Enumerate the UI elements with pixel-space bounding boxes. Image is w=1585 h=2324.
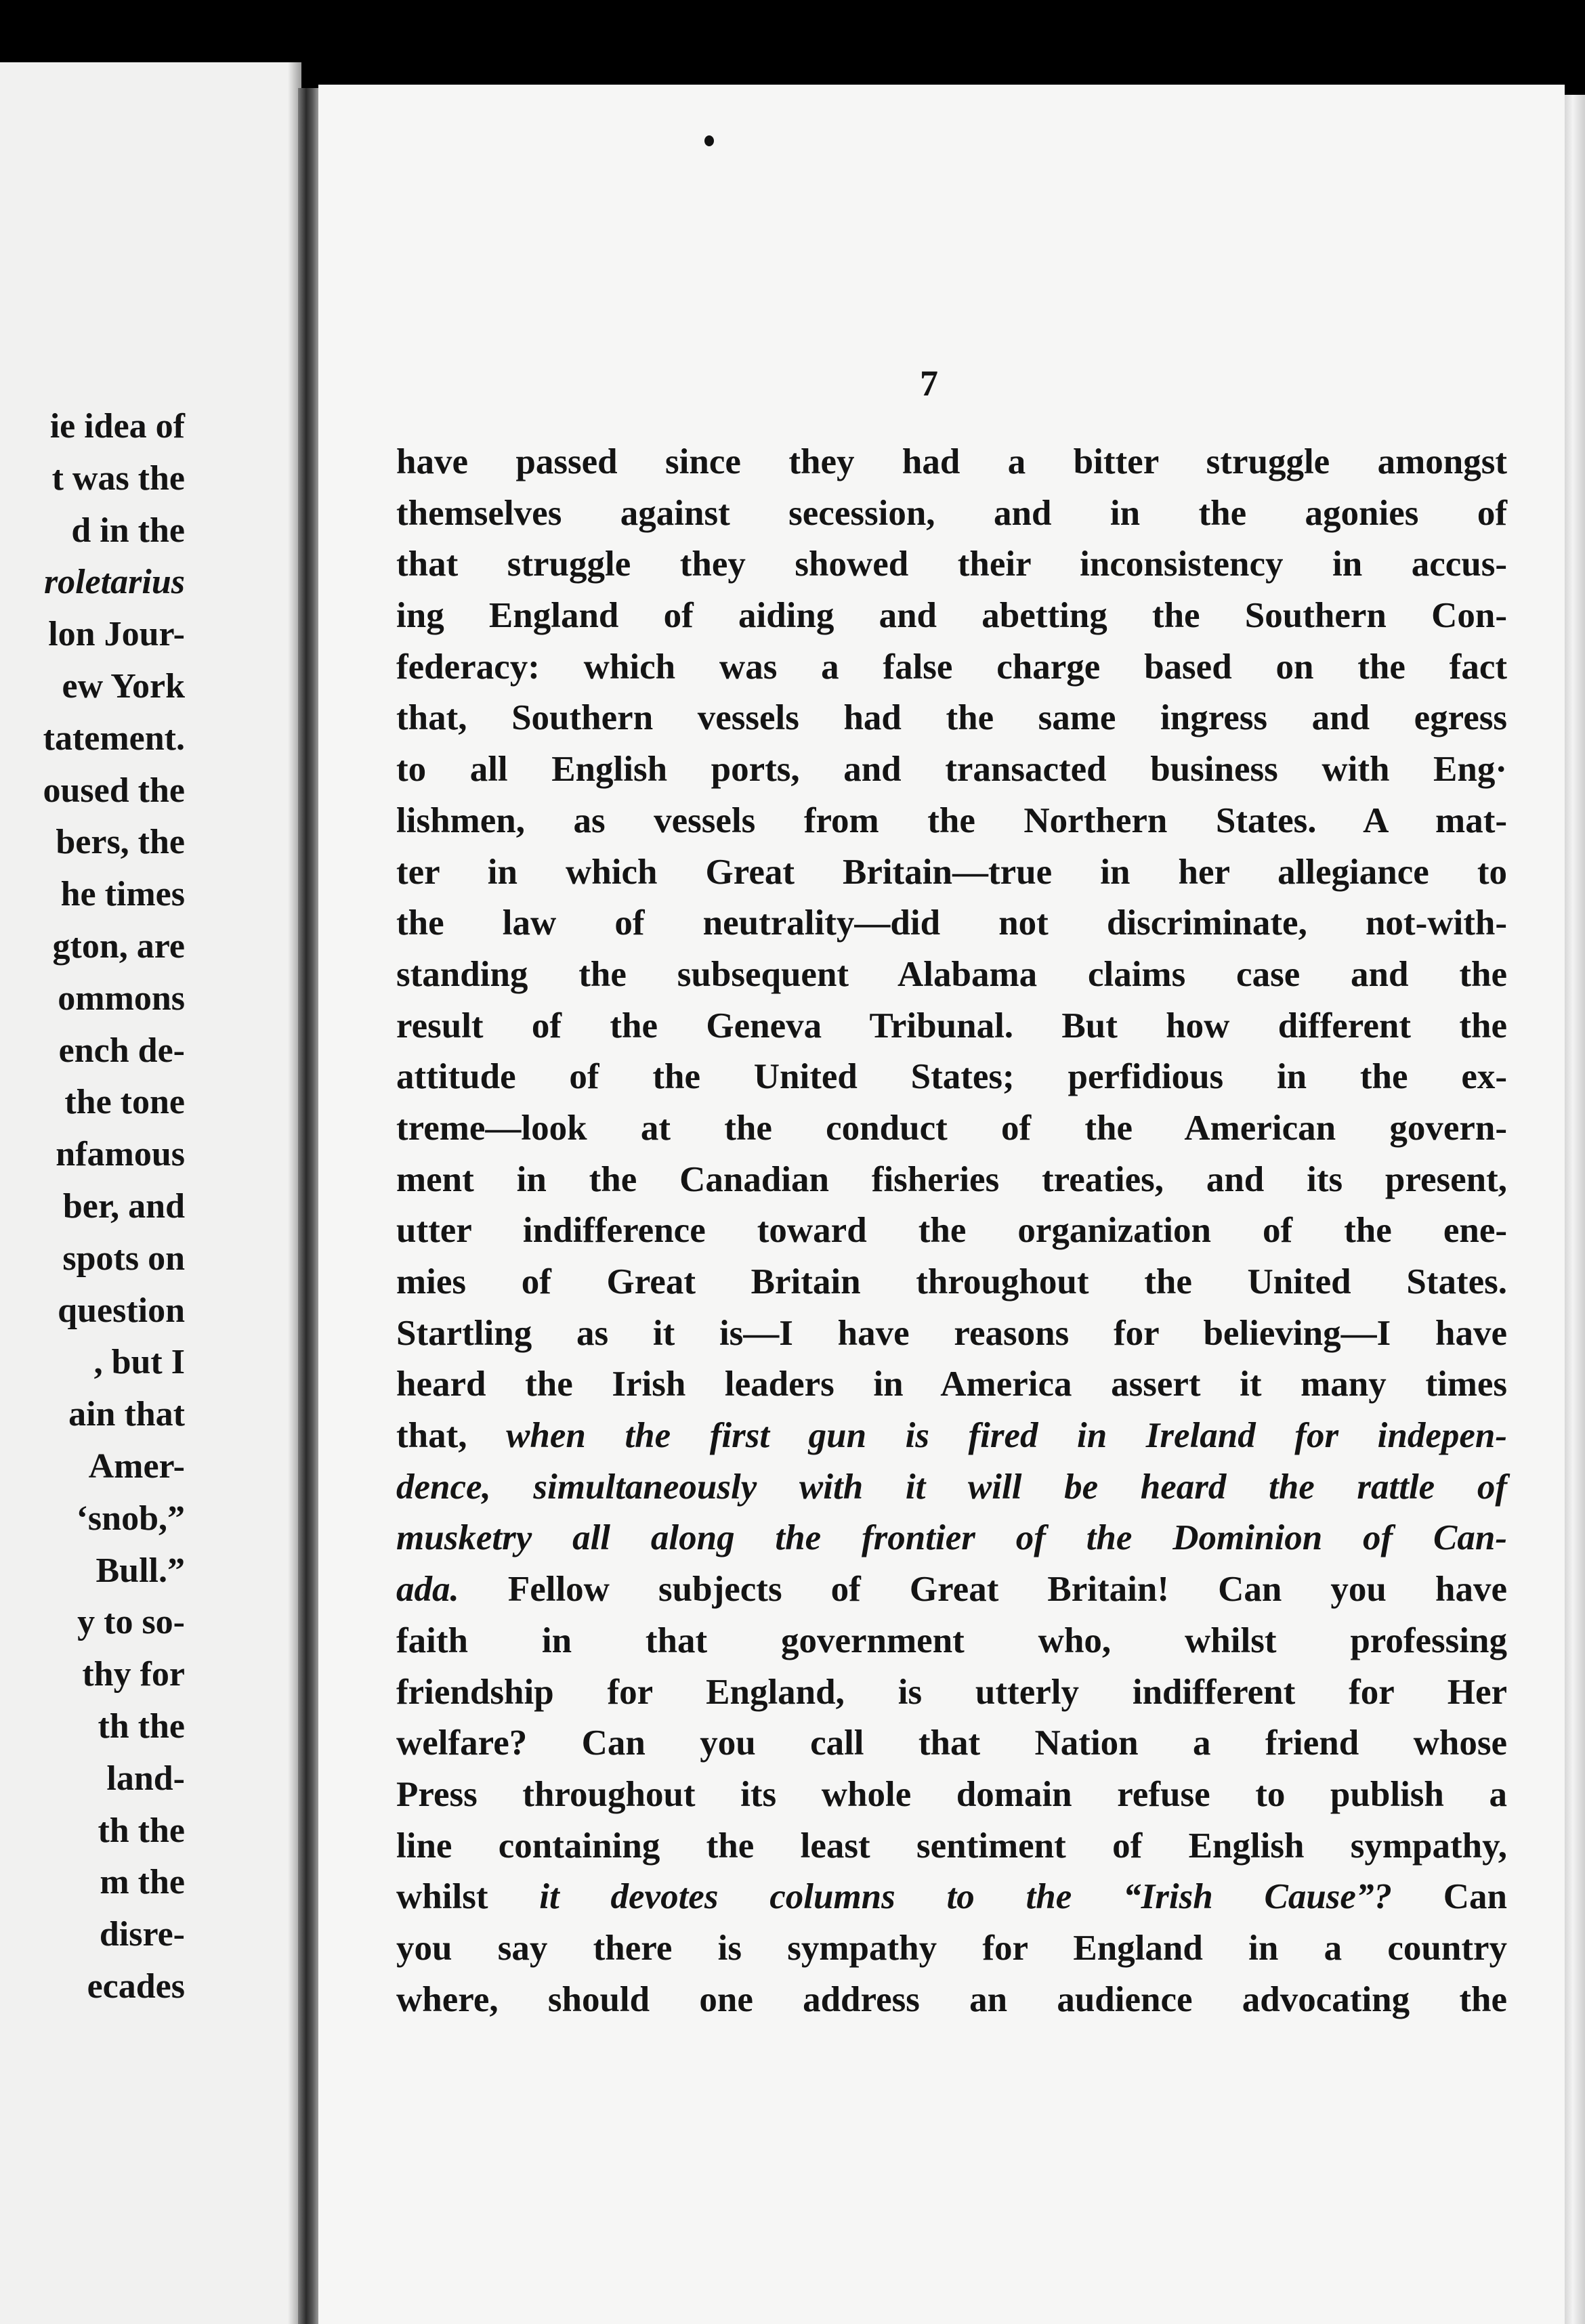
text-line: where, should one address an audience advocating the [396,1979,1507,2019]
left-line: thy for [82,1655,185,1694]
left-line: tatement. [43,718,185,758]
italic-segment: ada. [396,1570,459,1610]
left-line: t was the [51,458,185,498]
left-line: gton, are [52,926,185,966]
text-line: heard the Irish leaders in America assert it many times [396,1364,1507,1404]
text-line: Press throughout its whole domain refuse to publish a [396,1774,1507,1814]
italic-segment: it devotes columns to the “Irish Cause”? [539,1877,1392,1917]
text-segment: Fellow subjects of Great Britain! Can you have [507,1570,1507,1610]
page-stack-edge [1565,95,1585,2324]
left-line: nfamous [56,1135,185,1174]
left-line: lon Jour- [48,615,185,654]
left-line: , but I [93,1343,185,1382]
italic-segment: when the first gun is fired in Ireland for indepen- [506,1416,1507,1456]
left-line: he times [60,875,185,914]
left-line: roletarius [43,563,185,602]
text-line: welfare? Can you call that Nation a friend whose [396,1723,1507,1763]
left-line: y to so- [77,1603,185,1642]
text-line: federacy: which was a false charge based on the fact [396,647,1507,687]
left-line: m the [100,1863,185,1902]
left-line: question [58,1291,185,1330]
text-line: standing the subsequent Alabama claims case and the [396,954,1507,994]
text-line: result of the Geneva Tribunal. But how different the [396,1006,1507,1046]
text-line: you say there is sympathy for England in a country [396,1928,1507,1968]
left-page-text [43,401,185,2013]
text-line: that, Southern vessels had the same ingress and egress [396,698,1507,738]
left-line: spots on [62,1239,185,1278]
text-segment: whilst [396,1877,488,1917]
text-line-mixed [396,1872,1507,1923]
text-segment: Can [1443,1877,1508,1917]
text-line: lishmen, as vessels from the Northern States. A mat- [396,800,1507,840]
left-line: bers, the [56,823,185,862]
text-line-mixed [396,1411,1507,1462]
text-line: ing England of aiding and abetting the Southern Con- [396,596,1507,636]
left-page-fragment [0,62,301,2324]
left-line: ie idea of [49,407,185,446]
text-line: ter in which Great Britain—true in her allegiance to [396,852,1507,892]
text-line: line containing the least sentiment of English sympathy, [396,1826,1507,1866]
left-line: ‘snob,” [76,1499,185,1538]
left-line: the tone [64,1083,185,1122]
left-line: ew York [62,666,185,706]
left-line: ench de- [58,1031,185,1070]
text-line: the law of neutrality—did not discriminate, not-with- [396,903,1507,943]
text-line: faith in that government who, whilst professing [396,1620,1507,1660]
left-line: ain that [68,1395,185,1434]
left-line: land- [106,1759,185,1798]
left-line: disre- [99,1915,185,1954]
page-number: 7 [920,363,938,404]
left-line: d in the [71,511,185,550]
left-line: Bull.” [96,1551,185,1590]
left-line: Amer- [88,1446,185,1486]
left-line: th the [98,1811,185,1850]
text-line: utter indifference toward the organization of the ene- [396,1211,1507,1251]
left-line: ommons [58,978,185,1018]
right-page [318,85,1565,2324]
text-line: mies of Great Britain throughout the United States. [396,1262,1507,1301]
text-line: have passed since they had a bitter struggle amongst [396,442,1507,481]
text-line: Startling as it is—I have reasons for believing—I have [396,1313,1507,1353]
left-line: th the [98,1706,185,1746]
left-line: ber, and [62,1186,185,1226]
text-line-italic: dence, simultaneously with it will be heard the rattle of [396,1467,1507,1507]
text-line: themselves against secession, and in the agonies of [396,493,1507,533]
ink-dot [704,135,714,146]
text-line: that struggle they showed their inconsistency in accus- [396,544,1507,584]
book-gutter [298,88,318,2324]
text-line: to all English ports, and transacted business with Eng· [396,750,1507,790]
body-text [396,437,1507,2025]
text-line: treme—look at the conduct of the American govern- [396,1108,1507,1148]
left-line: ecades [87,1966,185,2006]
text-line-italic: musketry all along the frontier of the Dominion of Can- [396,1518,1507,1558]
text-line-mixed [396,1564,1507,1616]
text-segment: that, [396,1416,467,1456]
text-line: ment in the Canadian fisheries treaties, and its present, [396,1159,1507,1199]
text-line: attitude of the United States; perfidious in the ex- [396,1057,1507,1097]
left-line: oused the [43,771,185,810]
text-line: friendship for England, is utterly indifferent for Her [396,1672,1507,1712]
